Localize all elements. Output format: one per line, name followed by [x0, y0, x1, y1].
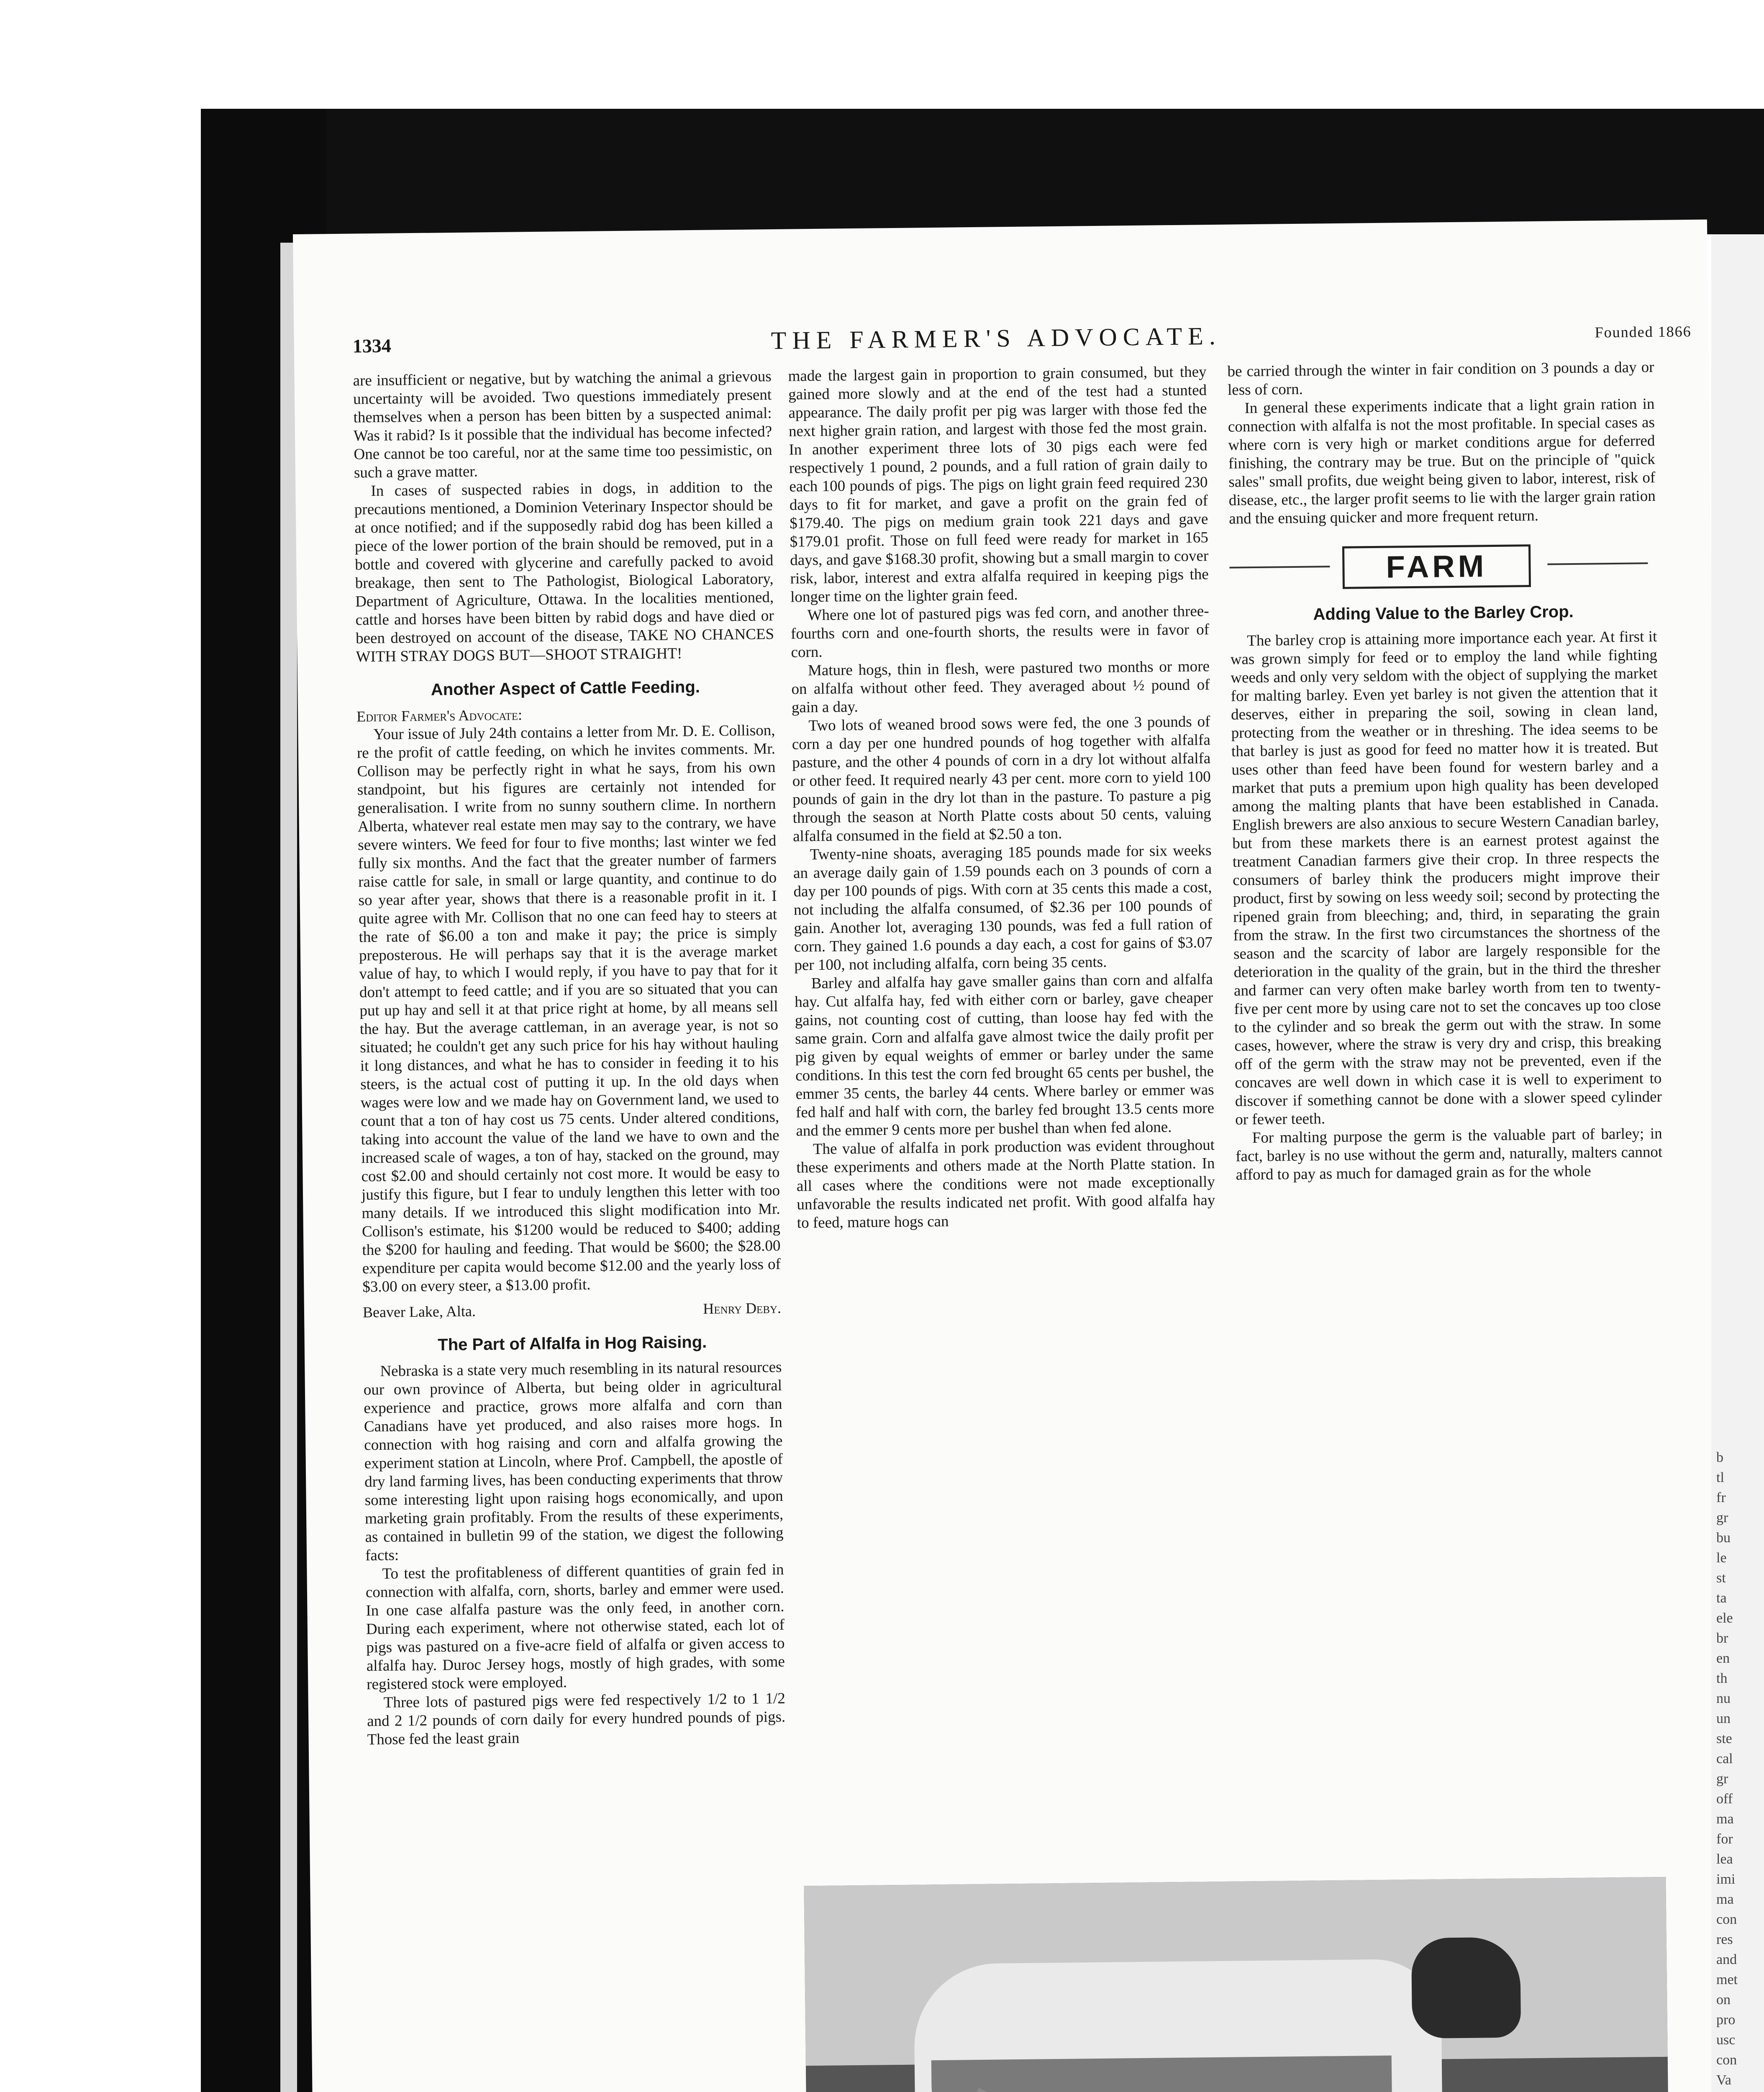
barley-heading: Adding Value to the Barley Crop. [1313, 602, 1574, 624]
fragment-text: ele [1716, 1610, 1733, 1626]
hog-paragraph-6: Barley and alfalfa hay gave smaller gains than corn and alfalfa hay. Cut alfalfa hay, fed with either corn or barley, gave cheaper gains, not counting cost of cutting, than loose hay fed with the same grain. Corn and alfalfa gave almost twice the daily profit per pig given by equal weights of emmer or barley under the same conditions. In this test the corn fed brought 65 cents per bushel, the emmer 35 cents, the barley 44 cents. Where barley or emmer was fed half and half with corn, the barley fed brought 13.5 cents more and the emmer 9 cents more per bushel than when fed alone. [795, 971, 1215, 1140]
column-3 [1227, 358, 1663, 1184]
farm-section-label: FARM [1342, 544, 1531, 589]
fragment-text: Va [1716, 2072, 1731, 2088]
fragment-text: con [1716, 1912, 1737, 1927]
fragment-text: pro [1716, 2012, 1736, 2028]
hog-paragraph-4: Two lots of weaned brood sows were fed, the one 3 pounds of corn a day per one hundred pounds of hog together with alfalfa pasture, and the other 4 pounds of corn in a dry lot without alfalfa or other feed. It required nearly 43 per cent. more corn to yield 100 pounds of gain in the dry lot than in the pasture. To pasture a pig through the season at North Platte costs about 50 cents, valuing alfalfa consumed in the field at $2.50 a ton. [792, 713, 1211, 845]
barley-paragraph-1: The barley crop is attaining more importance each year. At first it was grown simply for feed or to employ the land while fighting weeds and only very seldom with the object of supplying the market for malting barley. Even yet barley is not given the attention that it deserves, either in preparing the soil, sowing in clean land, protecting from the weather or in threshing. The idea seems to be that barley is just as good for feed no matter how it is treated. But uses other than feed have been found for western barley and a market that puts a premium upon high quality has been developed among the malting plants that have been established in Canada. English brewers are also anxious to secure Western Canadian barley, but from these markets there is an earnest protest against the treatment Canadian farmers give their crop. In three respects the consumers of barley think the producers might improve their product, first by sowing on less weedy soil; second by protecting the ripened grain from bleeching; and, third, in separating the grain from the straw. In the first two circumstances the shortness of the season and the scarcity of labor are largely responsible for the deterioration in the quality of the grain, but in the third the thresher and farmer can very often make barley worth from ten to twenty-five per cent more by using care not to set the concaves up too close to the cylinder and so break the germ out with the straw. In some cases, however, where the straw is very dry and crisp, this breaking off of the germ with the straw may not be prevented, even if the concaves are well down in which case it is well to experiment to discover if something cannot be done with a slower speed cylinder or fewer teeth. [1230, 628, 1662, 1128]
alfalfa-paragraph-3: Three lots of pastured pigs were fed respectively 1/2 to 1 1/2 and 2 1/2 pounds of corn daily for every hundred pounds of pigs. Those fed the least grain [367, 1689, 786, 1748]
alfalfa-paragraph-1: Nebraska is a state very much resembling in its natural resources our own province of Alberta, but being older in agricultural experience and practice, grows more alfalfa and corn than Canadians have yet produced, and also raises more hogs. In connection with hog raising and corn and alfalfa growing the experiment station at Lincoln, where Prof. Campbell, the apostle of dry land farming lives, has been conducting experiments that throw some interesting light upon raising hogs economically, and upon marketing grain profitably. From the results of these experiments, as contained in bulletin 99 of the station, we digest the following facts: [363, 1358, 784, 1564]
hog-paragraph-7: The value of alfalfa in pork production was evident throughout these experiments and others made at the North Platte station. In all cases where the conditions were not made exceptionally unfavorable the results indicated net profit. With good alfalfa hay to feed, mature hogs can [796, 1136, 1215, 1232]
rabies-paragraph-1: are insufficient or negative, but by watching the animal a grievous uncertainty will be avoided. Two questions immediately present themselves when a person has been bitten by a suspected animal: Was it rabid? Is it possible that the individual has become infected? One cannot be too careful, nor at the same time too pessimistic, on such a grave matter. [353, 368, 772, 482]
hog-paragraph-5: Twenty-nine shoats, averaging 185 pounds made for six weeks an average daily gain of 1.59 pounds each on 3 pounds of corn a day per 100 pounds of pigs. With corn at 35 cents this made a cost, not including the alfalfa consumed, of $2.36 per 100 pounds of gain. Another lot, averaging 130 pounds, was fed a full ration of corn. They gained 1.6 pounds a day each, a cost for gains of $3.07 per 100, not including alfalfa, corn being 35 cents. [793, 842, 1213, 974]
fragment-text: ta [1716, 1590, 1727, 1606]
fragment-text [1711, 2090, 1764, 2092]
adjacent-page-fragment [1711, 234, 1764, 2092]
heifer-photograph [804, 1877, 1669, 2092]
scan-dark-border-top [326, 109, 1764, 234]
banner-rule-right [1547, 562, 1648, 565]
fragment-text: cal [1716, 1751, 1733, 1766]
page-binding-edge [280, 243, 297, 2092]
scan-background-top [0, 0, 1764, 109]
fragment-text: nu [1716, 1691, 1731, 1706]
letter-signature: Henry Deby. [703, 1299, 782, 1317]
alfalfa-paragraph-2: To test the profitableness of different quantities of grain fed in connection with alfalfa, corn, shorts, barley and emmer were used. In one case alfalfa pasture was the only feed, in another corn. During each experiment, where not otherwise stated, each lot of pigs was pastured on a five-acre field of alfalfa or given access to alfalfa hay. Duroc Jersey hogs, mostly of high grades, with some registered stock were employed. [365, 1561, 785, 1693]
fragment-text: fr [1716, 1490, 1726, 1505]
founded-note: Founded 1866 [1595, 323, 1692, 341]
masthead-title: THE FARMER'S ADVOCATE. [771, 322, 1222, 355]
page-header [352, 317, 1692, 364]
fragment-text: for [1716, 1831, 1733, 1847]
fragment-text: bu [1716, 1530, 1731, 1546]
hog-conclusion-1: be carried through the winter in fair condition on 3 pounds a day or less of corn. [1227, 358, 1654, 399]
fragment-text: met [1716, 1972, 1738, 1987]
farm-section-banner [1229, 541, 1648, 591]
fragment-text: gr [1716, 1510, 1728, 1525]
fragment-text: ma [1716, 1892, 1734, 1907]
fragment-text: on [1716, 1992, 1731, 2007]
fragment-text: res [1716, 1932, 1733, 1947]
barley-paragraph-2: For malting purpose the germ is the valuable part of barley; in fact, barley is no use without the germ and, naturally, malters cannot afford to pay as much for damaged grain as for the whole [1235, 1125, 1663, 1184]
fragment-text: b [1716, 1450, 1723, 1465]
hog-paragraph-2: Where one lot of pastured pigs was fed corn, and another three-fourths corn and one-fourth shorts, the results were in favor of corn. [790, 602, 1210, 661]
alfalfa-heading: The Part of Alfalfa in Hog Raising. [438, 1333, 707, 1354]
fragment-text: th [1716, 1671, 1728, 1686]
fragment-text: off [1716, 1791, 1733, 1807]
fragment-text: imi [1716, 1872, 1736, 1887]
fragment-text: en [1716, 1651, 1730, 1666]
fragment-text: con [1716, 2052, 1737, 2068]
heifer-head [1411, 1937, 1521, 2039]
rabies-paragraph-2: In cases of suspected rabies in dogs, in addition to the precautions mentioned, a Dominion Veterinary Inspector should be at once notified; and if the supposedly rabid dog has been killed a piece of the lower portion of the brain should be removed, put in a bottle and covered with glycerine and carefully packed to avoid breakage, then sent to The Pathologist, Biological Laboratory, Department of Agriculture, Ottawa. In the localities mentioned, cattle and horses have been bitten by rabid dogs and have died or been destroyed on account of the disease, TAKE NO CHANCES WITH STRAY DOGS BUT—SHOOT STRAIGHT! [354, 478, 774, 666]
editor-salutation: Editor Farmer's Advocate: [356, 706, 523, 725]
hog-paragraph-1: made the largest gain in proportion to grain consumed, but they gained more slowly and at the end of the test had a stunted appearance. The daily profit per pig was larger with those fed the next higher grain ration, and largest with those fed the most grain. In another experiment three lots of 30 pigs each were fed respectively 1 pound, 2 pounds, and a full ration of grain daily to each 100 pounds of pigs. The pigs on light grain feed required 230 days to fit for market, and gave a profit on the grain fed of $179.40. The pigs on medium grain took 221 days and gave $179.01 profit. Those on full feed were ready for market in 165 days, and gave $168.30 profit, showing but a small margin to cover risk, labor, interest and extra alfalfa required in keeping pigs the longer time on the lighter grain feed. [788, 363, 1209, 606]
fragment-text: ma [1716, 1811, 1734, 1827]
cattle-feeding-heading: Another Aspect of Cattle Feeding. [431, 677, 700, 699]
fragment-text: usc [1716, 2032, 1736, 2048]
page-number: 1334 [352, 335, 392, 357]
fragment-text: un [1716, 1711, 1731, 1726]
letter-place: Beaver Lake, Alta. [362, 1302, 476, 1321]
hog-paragraph-3: Mature hogs, thin in flesh, were pastured two months or more on alfalfa without other feed. They averaged about ½ pound of gain a day. [791, 658, 1210, 716]
heifer-underside [931, 2056, 1392, 2092]
cattle-letter-body: Your issue of July 24th contains a letter from Mr. D. E. Collison, re the profit of cattle feeding, on which he invites comments. Mr. Collison may be perfectly right in what he says, from his own standpoint, but his figures are certainly not intended for generalisation. I write from no sunny southern clime. In northern Alberta, whatever real estate men may say to the contrary, we have severe winters. We feed for four to five months; last winter we fed fully six months. And the fact that the greater number of farmers raise cattle for sale, in small or large quantity, and continue to do so year after year, shows that there is a reasonable profit in it. I quite agree with Mr. Collison that no one can feed hay to steers at the rate of $6.00 a ton and make it pay; the price is simply preposterous. He will perhaps say that it is the average market value of hay, to which I would reply, if you have to pay that for it don't attempt to feed cattle; and if you are so situated that you can put up hay and sell it at that price right at home, by all means sell the hay. But the average cattleman, in an average year, is not so situated; he couldn't get any such price for his hay without hauling it long distances, and what he has to consider in feeding it to his steers, is the actual cost of putting it up. In the old days when wages were low and we made hay on Government land, we used to count that a ton of hay cost us 75 cents. Under altered conditions, taking into account the value of the land we have to own and the increased scale of wages, a ton of hay, stacked on the ground, may cost $2.00 and should certainly not cost more. It would be easy to justify this figure, but I fear to unduly lengthen this letter with too many details. If we introduced this slight modification into Mr. Collison's estimate, his $1200 would be reduced to $400; adding the $200 for hauling and feeding. That would be $600; the $28.00 expenditure per capita would become $12.00 and the yearly loss of $3.00 on every steer, a $13.00 profit. [356, 721, 781, 1296]
fragment-text: br [1716, 1631, 1728, 1646]
fragment-text: gr [1716, 1771, 1728, 1787]
banner-rule-left [1229, 566, 1330, 569]
fragment-text: lea [1716, 1851, 1733, 1867]
column-2 [788, 363, 1215, 1232]
fragment-text: ste [1716, 1731, 1732, 1746]
fragment-text: tl [1716, 1470, 1724, 1485]
hog-conclusion-2: In general these experiments indicate that a light grain ration in connection with alfalfa is not the most profitable. In special cases as where corn is very high or market conditions argue for deferred finishing, the contrary may be true. But on the principle of "quick sales" small profits, due weight being given to labor, interest, risk of disease, etc., the larger profit seems to lie with the larger grain ration and the ensuing quicker and more frequent return. [1228, 395, 1656, 528]
column-1 [353, 367, 785, 1749]
fragment-text: and [1716, 1952, 1737, 1967]
fragment-text: le [1716, 1550, 1727, 1566]
fragment-text: st [1716, 1570, 1726, 1586]
letter-signoff [363, 1299, 781, 1321]
newspaper-page [293, 220, 1727, 2092]
